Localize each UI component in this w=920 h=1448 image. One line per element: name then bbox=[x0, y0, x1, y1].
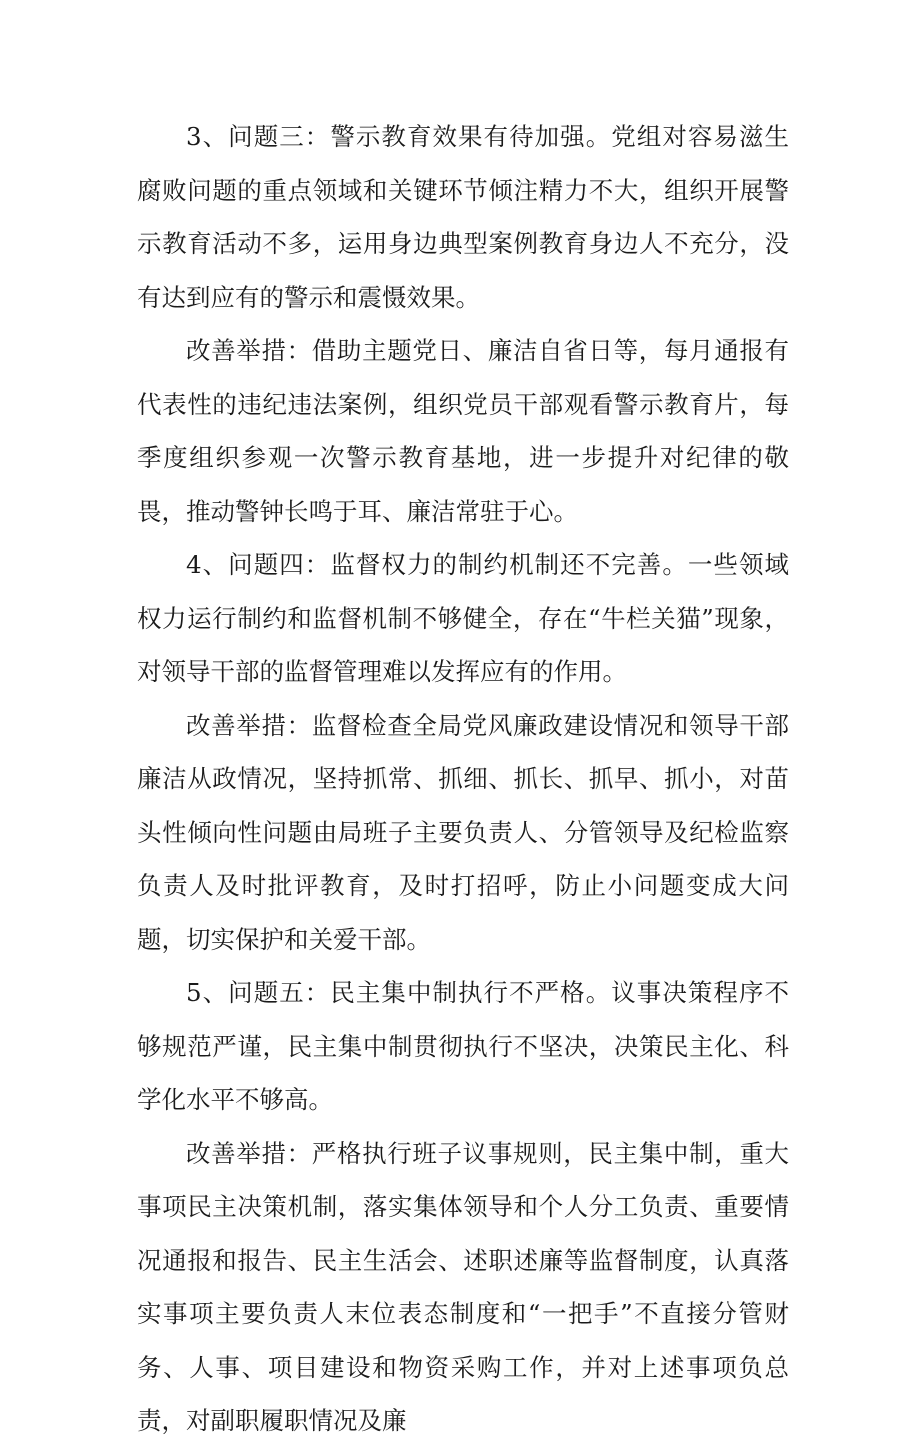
document-body bbox=[137, 110, 789, 1448]
paragraph-measure-5: 改善举措：严格执行班子议事规则，民主集中制，重大事项民主决策机制，落实集体领导和个人分工负责、重要情况通报和报告、民主生活会、述职述廉等监督制度，认真落实事项主要负责人末位表态制度和“一把手”不直接分管财务、人事、项目建设和物资采购工作，并对上述事项负总责，对副职履职情况及廉 bbox=[137, 1138, 789, 1435]
paragraph-measure-4: 改善举措：监督检查全局党风廉政建设情况和领导干部廉洁从政情况，坚持抓常、抓细、抓长、抓早、抓小，对苗头性倾向性问题由局班子主要负责人、分管领导及纪检监察负责人及时批评教育，及时打招呼，防止小问题变成大问题，切实保护和关爱干部。 bbox=[137, 710, 789, 954]
paragraph-measure-3: 改善举措：借助主题党日、廉洁自省日等，每月通报有代表性的违纪违法案例，组织党员干部观看警示教育片，每季度组织参观一次警示教育基地，进一步提升对纪律的敬畏，推动警钟长鸣于耳、廉洁常驻于心。 bbox=[137, 336, 789, 526]
paragraph-issue-3: 3、问题三：警示教育效果有待加强。党组对容易滋生腐败问题的重点领域和关键环节倾注精力不大，组织开展警示教育活动不多，运用身边典型案例教育身边人不充分，没有达到应有的警示和震慑效果。 bbox=[137, 122, 789, 312]
paragraph-issue-4: 4、问题四：监督权力的制约机制还不完善。一些领域权力运行制约和监督机制不够健全，存在“牛栏关猫”现象，对领导干部的监督管理难以发挥应有的作用。 bbox=[137, 550, 789, 686]
paragraph-issue-5: 5、问题五：民主集中制执行不严格。议事决策程序不够规范严谨，民主集中制贯彻执行不坚决，决策民主化、科学化水平不够高。 bbox=[137, 978, 789, 1114]
